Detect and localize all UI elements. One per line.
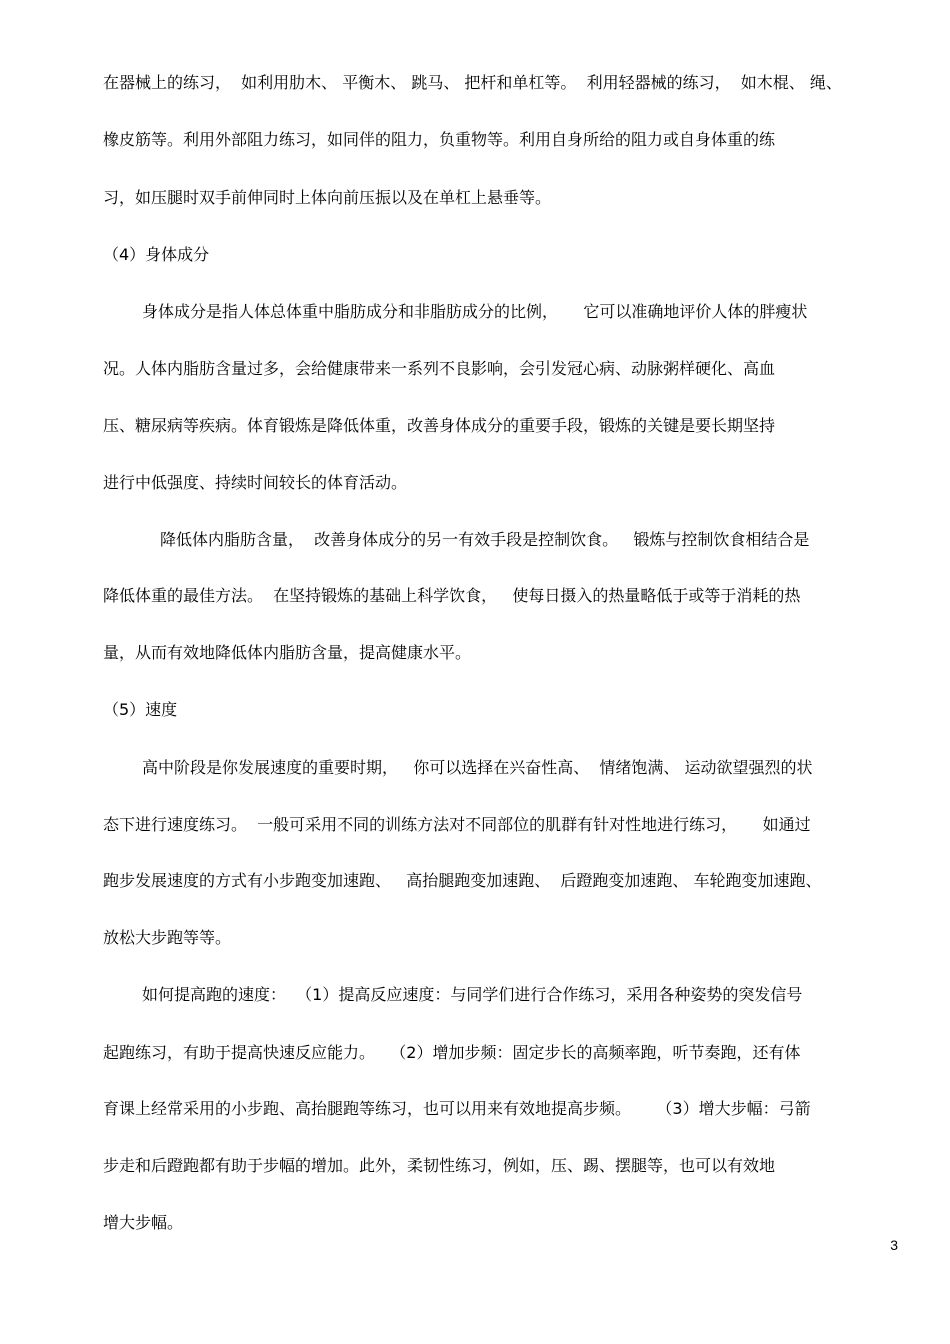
text-line-6: 况。人体内脂肪含量过多，会给健康带来一系列不良影响，会引发冠心病、动脉粥样硬化、高血 bbox=[103, 359, 776, 378]
text-line-18: 起跑练习，有助于提高快速反应能力。 （2）增加步频：固定步长的高频率跑，听节奏跑，还有体 bbox=[103, 1043, 801, 1062]
text-line-17: 如何提高跑的速度： （1）提高反应速度：与同学们进行合作练习，采用各种姿势的突发信号 bbox=[142, 985, 803, 1004]
text-line-21: 增大步幅。 bbox=[103, 1213, 184, 1232]
text-line-20: 步走和后蹬跑都有助于步幅的增加。此外，柔韧性练习，例如，压、踢、摆腿等，也可以有效地 bbox=[103, 1156, 776, 1175]
text-line-19: 育课上经常采用的小步跑、高抬腿跑等练习，也可以用来有效地提高步频。 （3）增大步幅：弓箭 bbox=[103, 1099, 811, 1118]
text-line-5: 身体成分是指人体总体重中脂肪成分和非脂肪成分的比例， 它可以准确地评价人体的胖瘦状 bbox=[142, 302, 808, 321]
text-line-11: 量，从而有效地降低体内脂肪含量，提高健康水平。 bbox=[103, 643, 472, 662]
text-line-2: 橡皮筋等。利用外部阻力练习，如同伴的阻力，负重物等。利用自身所给的阻力或自身体重的练 bbox=[103, 130, 776, 149]
text-line-9: 降低体内脂肪含量， 改善身体成分的另一有效手段是控制饮食。 锻炼与控制饮食相结合是 bbox=[160, 530, 810, 549]
text-line-10: 降低体重的最佳方法。 在坚持锻炼的基础上科学饮食， 使每日摄入的热量略低于或等于消耗的热 bbox=[103, 586, 801, 605]
page-number: 3 bbox=[890, 1237, 898, 1253]
section-heading-speed: （5）速度 bbox=[103, 700, 178, 719]
text-line-15: 跑步发展速度的方式有小步跑变加速跑、 高抬腿跑变加速跑、 后蹬跑变加速跑、 车轮跑变加速跑、 bbox=[103, 871, 822, 890]
section-heading-body-composition: （4）身体成分 bbox=[103, 245, 210, 264]
text-line-8: 进行中低强度、持续时间较长的体育活动。 bbox=[103, 473, 408, 492]
text-line-13: 高中阶段是你发展速度的重要时期， 你可以选择在兴奋性高、 情绪饱满、 运动欲望强烈的状 bbox=[142, 758, 813, 777]
text-line-1: 在器械上的练习， 如利用肋木、 平衡木、 跳马、 把杆和单杠等。 利用轻器械的练习， 如木棍、 绳、 bbox=[103, 73, 842, 92]
text-line-3: 习，如压腿时双手前伸同时上体向前压振以及在单杠上悬垂等。 bbox=[103, 188, 552, 207]
text-line-14: 态下进行速度练习。 一般可采用不同的训练方法对不同部位的肌群有针对性地进行练习， 如通过 bbox=[103, 815, 811, 834]
text-line-7: 压、糖尿病等疾病。体育锻炼是降低体重，改善身体成分的重要手段，锻炼的关键是要长期坚持 bbox=[103, 416, 776, 435]
text-line-16: 放松大步跑等等。 bbox=[103, 928, 232, 947]
